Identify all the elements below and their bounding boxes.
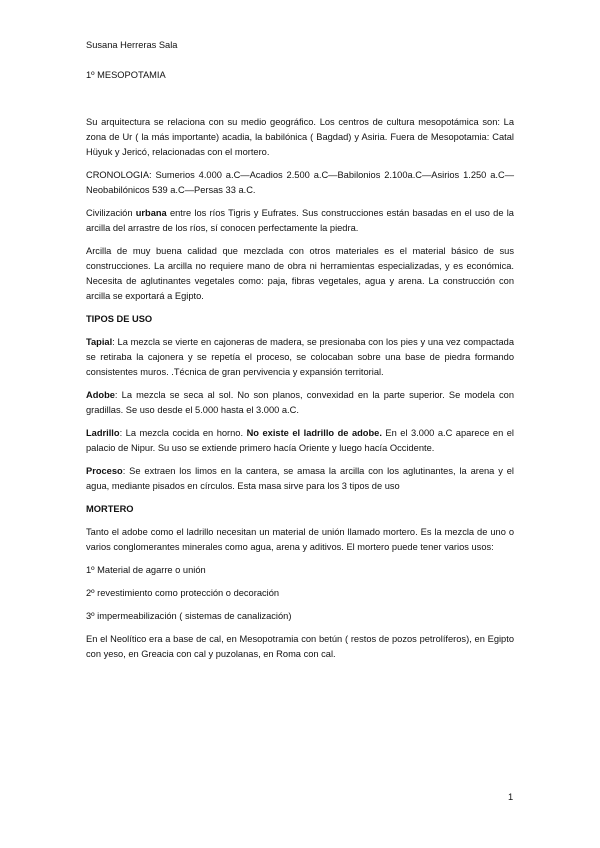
chronology-paragraph: CRONOLOGIA: Sumerios 4.000 a.C—Acadios 2.500 a.C—Babilonios 2.100a.C—Asirios 1.250 a.C—Neobabilónicos 539 a.C—Persas 33 a.C. (86, 170, 514, 195)
proceso-text: : Se extraen los limos en la cantera, se amasa la arcilla con los aglutinantes, la arena y el agua, mediante pisados en círculos. Esta masa sirve para los 3 tipos de uso (86, 466, 514, 491)
course-title: 1º MESOPOTAMIA (86, 70, 166, 80)
clay-paragraph: Arcilla de muy buena calidad que mezclada con otros materiales es el material básico de sus construcciones. La arcilla no requiere mano de obra ni herramientas especializadas, y es económica. Necesita de aglutinantes vegetales como: paja, fibras vegetales, agua y arena. La construcción con arcilla se exportará a Egipto. (86, 246, 514, 301)
mortar-item: 2º revestimiento como protección o decoración (86, 588, 280, 598)
mortar-item: 1º Material de agarre o unión (86, 565, 206, 575)
tapial-term: Tapial (86, 337, 113, 347)
adobe-paragraph (86, 388, 514, 418)
civilization-post: entre los ríos Tigris y Eufrates. Sus construcciones están basadas en el uso de la arcilla del arrastre de los ríos, sí conocen perfectamente la piedra. (86, 208, 514, 233)
ladrillo-term: Ladrillo (86, 428, 120, 438)
intro-paragraph: Su arquitectura se relaciona con su medio geográfico. Los centros de cultura mesopotámica son: La zona de Ur ( la más importante) acadia, la babilónica ( Bagdad) y Asiria. Fuera de Mesopotamia: Catal Hüyuk y Jericó, relacionadas con el mortero. (86, 117, 514, 157)
adobe-text: : La mezcla se seca al sol. No son planos, convexidad en la parte superior. Se modela con gradillas. Se uso desde el 5.000 hasta el 3.000 a.C. (86, 390, 514, 415)
civilization-pre: Civilización (86, 208, 136, 218)
author-name: Susana Herreras Sala (86, 40, 178, 50)
civilization-paragraph (86, 206, 514, 236)
proceso-paragraph (86, 464, 514, 494)
tapial-text: : La mezcla se vierte en cajoneras de madera, se presionaba con los pies y una vez compactada se retiraba la cajonera y se repetía el proceso, se colocaban sobre una base de piedra formando consistentes muros. .Técnica de gran pervivencia y expansión territorial. (86, 337, 514, 377)
ladrillo-text-b: En el 3.000 a.C aparece en el palacio de Nipur. Su uso se extiende primero hacía Oriente y luego hacía Occidente. (86, 428, 514, 453)
mortar-paragraph: Tanto el adobe como el ladrillo necesitan un material de unión llamado mortero. Es la mezcla de uno o varios conglomerantes minerales como agua, arena y aditivos. El mortero puede tener varios usos: (86, 527, 514, 552)
mortar-item: 3º impermeabilización ( sistemas de canalización) (86, 611, 292, 621)
mortar-heading: MORTERO (86, 504, 134, 514)
document-body (86, 115, 514, 670)
adobe-term: Adobe (86, 390, 115, 400)
proceso-term: Proceso (86, 466, 123, 476)
ladrillo-text-a: : La mezcla cocida en horno. (119, 428, 247, 438)
ladrillo-bold: No existe el ladrillo de adobe. (246, 428, 382, 438)
mortar-history-paragraph: En el Neolítico era a base de cal, en Mesopotramia con betún ( restos de pozos petrolíferos), en Egipto con yeso, en Greacia con cal y puzolanas, en Roma con cal. (86, 634, 514, 659)
civilization-bold: urbana (135, 208, 167, 218)
uses-heading: TIPOS DE USO (86, 314, 153, 324)
tapial-paragraph (86, 335, 514, 380)
ladrillo-paragraph (86, 426, 514, 456)
page-number: 1 (508, 792, 514, 802)
